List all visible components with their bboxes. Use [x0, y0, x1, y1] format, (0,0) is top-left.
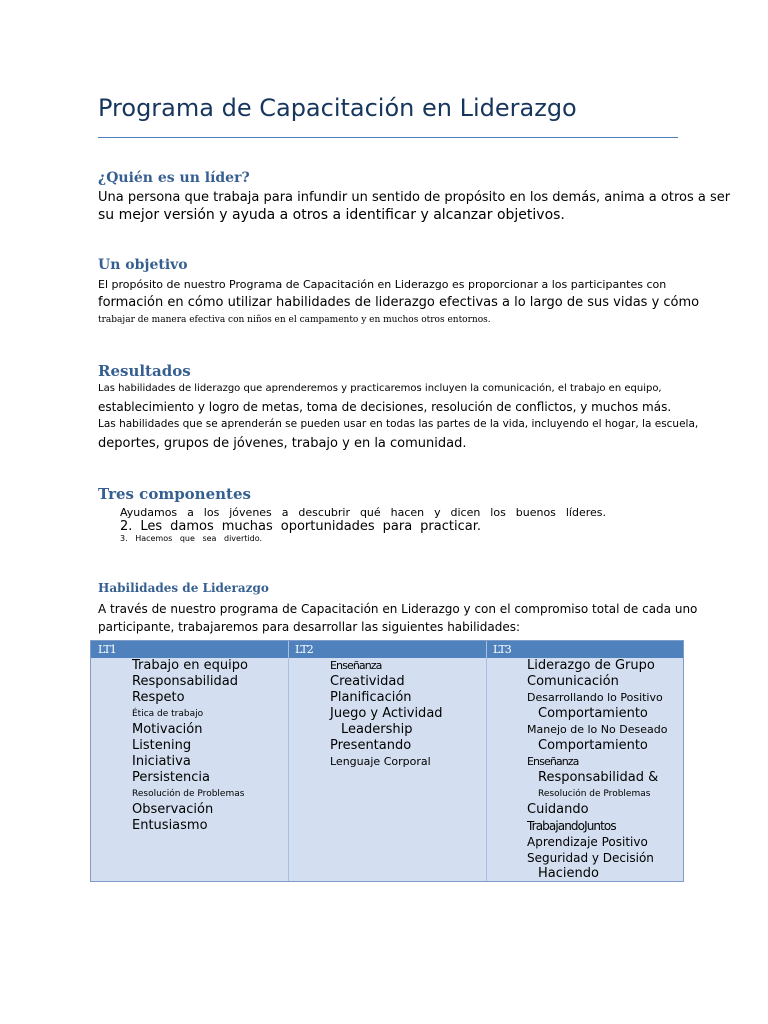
tres-item-2: 2. Les damos muchas oportunidades para practicar.: [120, 519, 481, 534]
skill-item: Presentando: [330, 738, 412, 753]
skill-item: Planificación: [330, 690, 412, 705]
skill-item: Comunicación: [527, 674, 619, 689]
skill-item-continuation: Haciendo: [538, 866, 599, 881]
skill-item-continuation: Comportamiento: [538, 738, 648, 753]
tres-item-3: 3. Hacemos que sea divertido.: [120, 534, 262, 543]
skill-item: Respeto: [132, 690, 185, 705]
table-column-lt2: [319, 658, 443, 770]
table-header-lt1: LT1: [98, 643, 116, 656]
column-divider: [486, 641, 487, 881]
title-divider: [98, 137, 678, 138]
page-title: Programa de Capacitación en Liderazgo: [98, 94, 577, 122]
resultados-line-1: Las habilidades de liderazgo que aprenderemos y practicaremos incluyen la comunicación, el trabajo en equipo,: [98, 383, 662, 394]
skill-item: Aprendizaje Positivo: [527, 835, 648, 849]
column-divider: [288, 641, 289, 881]
resultados-line-4: deportes, grupos de jóvenes, trabajo y en la comunidad.: [98, 436, 467, 451]
skill-item: Enseñanza: [330, 659, 382, 672]
skill-item: Resolución de Problemas: [132, 789, 245, 799]
skill-item: Lenguaje Corporal: [330, 755, 431, 768]
resultados-line-3: Las habilidades que se aprenderán se pueden usar en todas las partes de la vida, incluyendo el hogar, la escuela,: [98, 418, 699, 430]
skills-table: [90, 640, 684, 882]
skill-item: Listening: [132, 738, 192, 753]
table-column-lt3: [516, 658, 667, 882]
skill-item-continuation: Responsabilidad &: [538, 770, 659, 785]
table-header-lt2: LT2: [295, 643, 313, 656]
skill-item-continuation: Resolución de Problemas: [538, 789, 651, 799]
skill-item: Motivación: [132, 722, 203, 737]
skill-item: Entusiasmo: [132, 818, 208, 833]
skill-item-continuation: Leadership: [341, 722, 413, 737]
section-heading-tres: Tres componentes: [98, 485, 251, 503]
tres-item-1: Ayudamos a los jóvenes a descubrir qué hacen y dicen los buenos líderes.: [120, 506, 606, 519]
skill-item: Enseñanza: [527, 755, 579, 768]
table-header-row: [91, 641, 683, 658]
section-heading-habilidades: Habilidades de Liderazgo: [98, 581, 269, 595]
section-heading-quien: ¿Quién es un líder?: [98, 170, 250, 186]
skill-item: Responsabilidad: [132, 674, 238, 689]
skill-item: Liderazgo de Grupo: [527, 658, 655, 673]
habilidades-line-2: participante, trabajaremos para desarrollar las siguientes habilidades:: [98, 620, 521, 634]
quien-line-2: su mejor versión y ayuda a otros a identificar y alcanzar objetivos.: [98, 207, 565, 223]
section-heading-resultados: Resultados: [98, 362, 191, 380]
skill-item: Cuidando: [527, 802, 589, 817]
skill-item: Seguridad y Decisión: [527, 851, 654, 865]
objetivo-line-2: formación en cómo utilizar habilidades de liderazgo efectivas a lo largo de sus vidas y cómo: [98, 295, 700, 310]
skill-item: Iniciativa: [132, 754, 191, 769]
objetivo-line-3: trabajar de manera efectiva con niños en el campamento y en muchos otros entornos.: [98, 315, 491, 325]
skill-item: Trabajo en equipo: [132, 658, 248, 673]
skill-item: Manejo de lo No Deseado: [527, 723, 668, 736]
skill-item-continuation: Comportamiento: [538, 706, 648, 721]
skill-item: Persistencia: [132, 770, 210, 785]
table-header-lt3: LT3: [493, 643, 511, 656]
habilidades-line-1: A través de nuestro programa de Capacitación en Liderazgo y con el compromiso total de cada uno: [98, 602, 698, 616]
objetivo-line-1: El propósito de nuestro Programa de Capacitación en Liderazgo es proporcionar a los participantes con: [98, 278, 667, 291]
skill-item: Observación: [132, 802, 214, 817]
table-column-lt1: [121, 658, 248, 834]
quien-line-1: Una persona que trabaja para infundir un sentido de propósito en los demás, anima a otros a ser: [98, 190, 731, 205]
skill-item: TrabajandoJuntos: [527, 819, 616, 833]
section-heading-objetivo: Un objetivo: [98, 257, 188, 273]
resultados-line-2: establecimiento y logro de metas, toma de decisiones, resolución de conflictos, y muchos más.: [98, 400, 672, 414]
skill-item: Ética de trabajo: [132, 709, 204, 719]
skill-item: Juego y Actividad: [330, 706, 443, 721]
skill-item: Creatividad: [330, 674, 405, 689]
skill-item: Desarrollando lo Positivo: [527, 691, 663, 704]
